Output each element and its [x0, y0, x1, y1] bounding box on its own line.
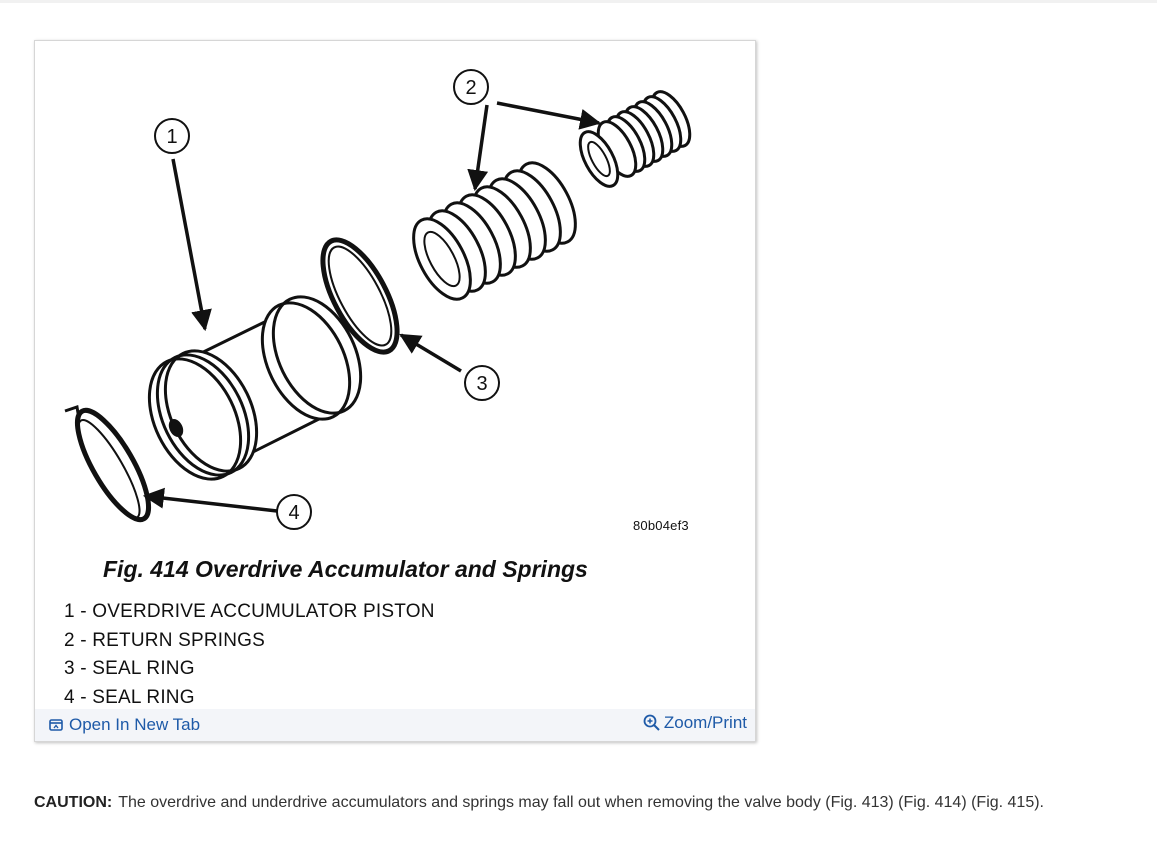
- caution-note: [34, 794, 1044, 812]
- zoom-in-icon: [643, 714, 661, 732]
- seal-ring-small: [65, 401, 162, 528]
- return-spring-small: [573, 86, 698, 192]
- top-divider: [0, 0, 1157, 3]
- callout-1: [155, 119, 189, 153]
- svg-text:4: 4: [288, 502, 300, 524]
- open-new-tab-icon: [49, 718, 63, 732]
- legend-item: 4 - SEAL RING: [64, 687, 195, 709]
- callout-4: [277, 495, 311, 529]
- figure-legend: [64, 598, 435, 713]
- zoom-print-link[interactable]: [643, 713, 747, 733]
- open-in-new-tab-label: Open In New Tab: [69, 715, 201, 734]
- open-in-new-tab-link[interactable]: [49, 715, 200, 735]
- callout-3: [465, 366, 499, 400]
- figure-footer: [35, 709, 755, 741]
- return-spring-large: [402, 154, 587, 308]
- caution-text: The overdrive and underdrive accumulators and springs may fall out when removing the valve body (Fig. 413) (Fig. 414) (Fig. 415).: [118, 794, 1044, 811]
- svg-text:3: 3: [476, 373, 488, 395]
- legend-item: 3 - SEAL RING: [64, 658, 195, 680]
- figure-card: [34, 40, 756, 742]
- caution-label: CAUTION:: [34, 794, 113, 811]
- figure-code: 80b04ef3: [633, 518, 689, 533]
- callout-2: [454, 70, 488, 104]
- svg-text:1: 1: [166, 126, 178, 148]
- svg-text:2: 2: [465, 77, 477, 99]
- figure-caption: Fig. 414 Overdrive Accumulator and Springs: [103, 556, 588, 582]
- legend-item: 2 - RETURN SPRINGS: [64, 629, 266, 651]
- zoom-print-label: Zoom/Print: [663, 713, 747, 732]
- legend-item: 1 - OVERDRIVE ACCUMULATOR PISTON: [64, 601, 435, 622]
